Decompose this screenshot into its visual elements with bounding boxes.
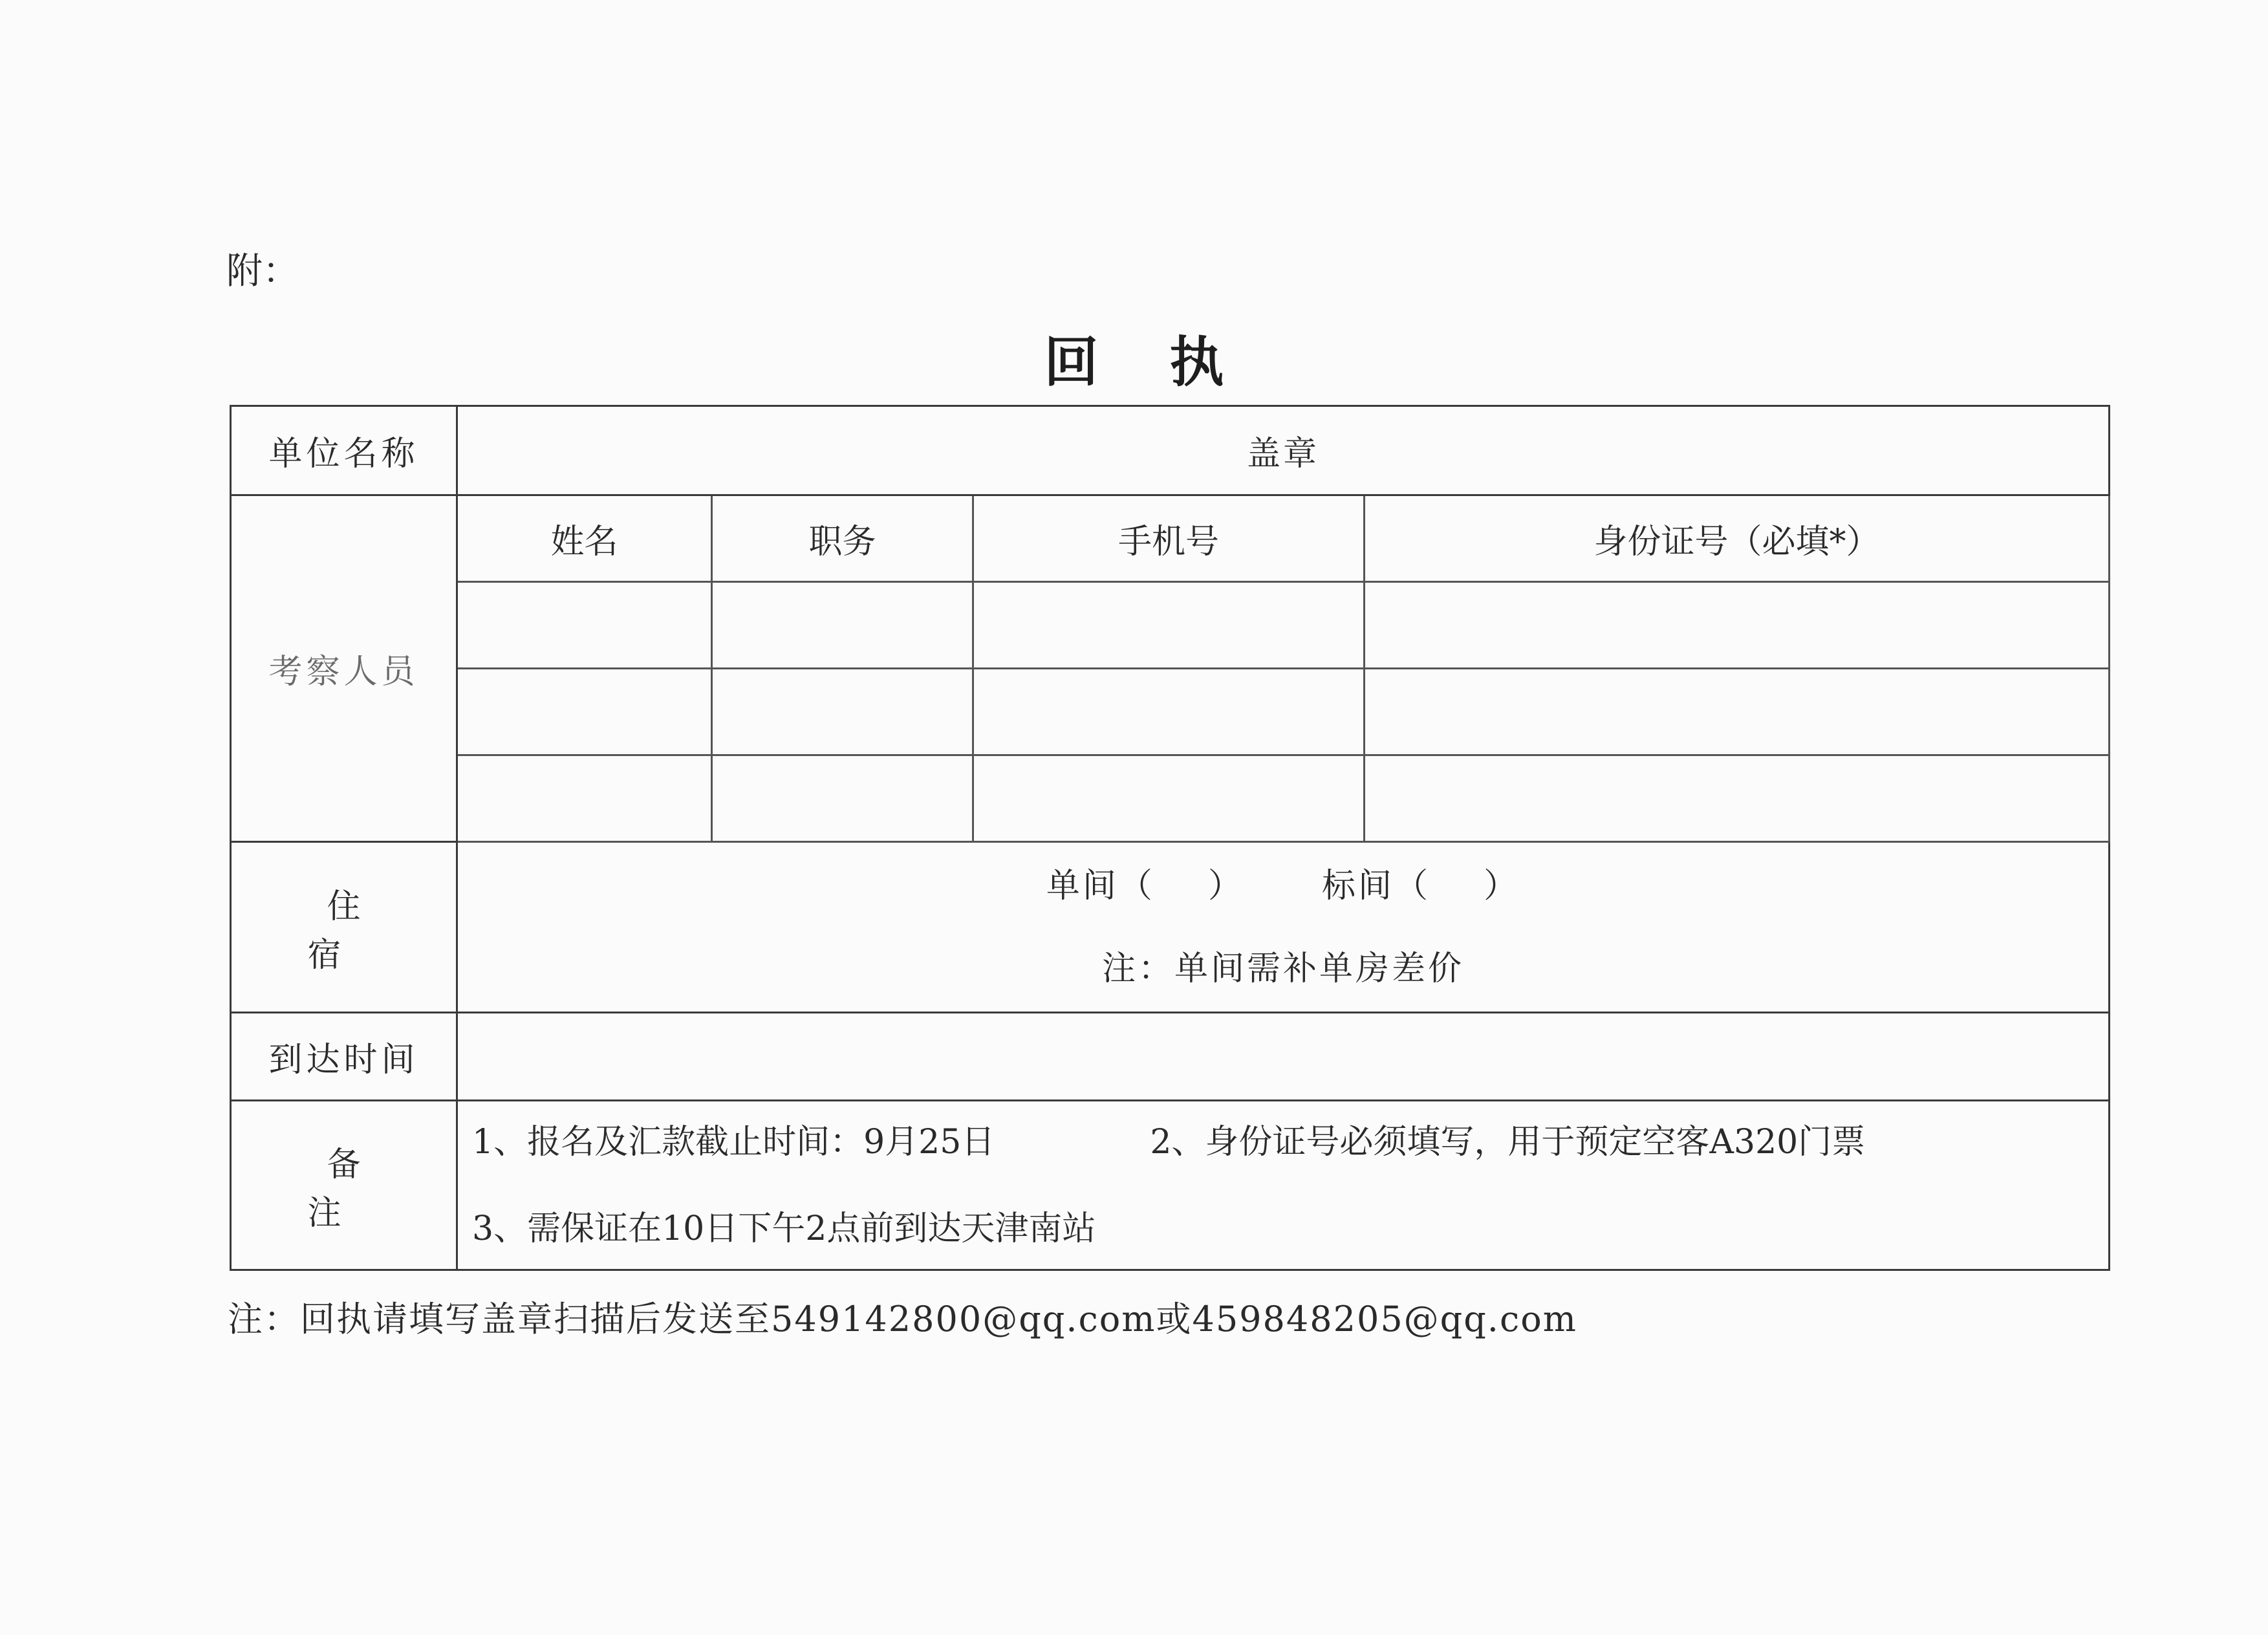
column-header-mobile: 手机号: [973, 495, 1365, 582]
table-row: [231, 582, 2110, 669]
lodging-field: [457, 842, 2110, 1013]
lodging-single-option[interactable]: 单间（ ）: [1046, 866, 1244, 905]
position-cell[interactable]: [712, 582, 973, 669]
remarks-row: [231, 1101, 2110, 1270]
mobile-cell[interactable]: [973, 582, 1365, 669]
mobile-cell[interactable]: [973, 755, 1365, 842]
name-cell[interactable]: [457, 755, 712, 842]
lodging-row: [231, 842, 2110, 1013]
page-title: 回执: [1044, 330, 1295, 394]
lodging-standard-option[interactable]: 标间（ ）: [1322, 866, 1520, 905]
table-row: [231, 755, 2110, 842]
arrival-row: [231, 1013, 2110, 1101]
unit-name-field[interactable]: [457, 406, 2110, 495]
id-number-cell[interactable]: [1365, 669, 2110, 755]
lodging-options: [458, 863, 2108, 909]
inspectors-header-row: [231, 495, 2110, 582]
receipt-form-table: [230, 405, 2110, 1271]
mobile-cell[interactable]: [973, 669, 1365, 755]
remark-arrival: 3、需保证在10日下午2点前到达天津南站: [472, 1209, 1096, 1248]
arrival-time-label: 到达时间: [231, 1013, 457, 1101]
column-header-id-number: 身份证号（必填*）: [1365, 495, 2110, 582]
column-header-position: 职务: [712, 495, 973, 582]
remark-deadline: 1、报名及汇款截止时间：9月25日: [472, 1122, 995, 1162]
seal-label: 盖章: [1247, 435, 1320, 473]
inspectors-label: 考察人员: [231, 495, 457, 842]
attachment-label: 附：: [226, 250, 299, 292]
remark-id-required: 2、身份证号必须填写，用于预定空客A320门票: [1150, 1122, 1866, 1162]
remarks-content: [457, 1101, 2110, 1270]
lodging-note: 注：单间需补单房差价: [1102, 949, 1465, 988]
name-cell[interactable]: [457, 669, 712, 755]
name-cell[interactable]: [457, 582, 712, 669]
unit-name-row: [231, 406, 2110, 495]
id-number-cell[interactable]: [1365, 582, 2110, 669]
column-header-name: 姓名: [457, 495, 712, 582]
position-cell[interactable]: [712, 755, 973, 842]
id-number-cell[interactable]: [1365, 755, 2110, 842]
arrival-time-field[interactable]: [457, 1013, 2110, 1101]
unit-name-label: 单位名称: [231, 406, 457, 495]
footer-note: 注：回执请填写盖章扫描后发送至549142800@qq.com或459848205@qq.com: [228, 1299, 1577, 1339]
lodging-label: 住 宿: [231, 842, 457, 1013]
position-cell[interactable]: [712, 669, 973, 755]
table-row: [231, 669, 2110, 755]
remarks-label: 备 注: [231, 1101, 457, 1270]
